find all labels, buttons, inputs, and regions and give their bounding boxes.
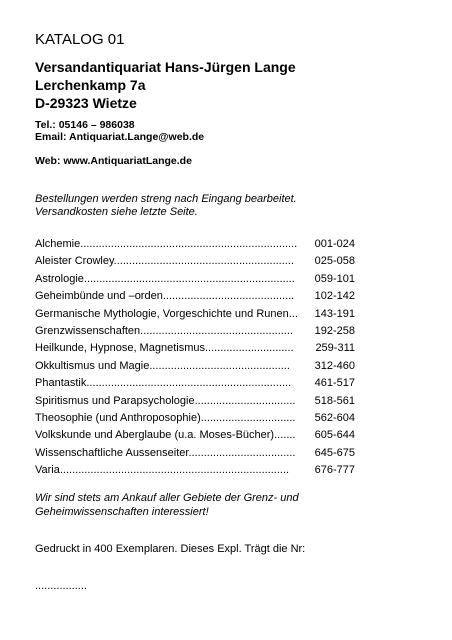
catalog-title: KATALOG 01 bbox=[35, 31, 125, 48]
toc-row bbox=[35, 308, 355, 325]
order-notice-line1: Bestellungen werden streng nach Eingang bearbeitet. bbox=[35, 193, 297, 205]
toc-label: Alchemie....................................................................... bbox=[35, 238, 298, 250]
order-notice-line2: Versandkosten siehe letzte Seite. bbox=[35, 206, 198, 218]
toc-row bbox=[35, 464, 355, 481]
toc-label: Phantastik................................................................... bbox=[35, 377, 292, 390]
email-address: Email: Antiquariat.Lange@web.de bbox=[35, 131, 205, 143]
toc-label: Germanische Mythologie, Vorgeschichte und Runen... bbox=[35, 307, 298, 320]
toc-range: 025-058 bbox=[314, 255, 355, 268]
toc-row bbox=[35, 395, 355, 412]
copy-number-blank: ................. bbox=[35, 580, 87, 592]
toc-range: 192-258 bbox=[314, 324, 355, 337]
edition-note: Gedruckt in 400 Exemplaren. Dieses Expl. Trägt die Nr: bbox=[35, 543, 306, 555]
toc-row bbox=[35, 290, 355, 307]
toc-range: 518-561 bbox=[314, 394, 355, 407]
toc-row bbox=[35, 325, 355, 342]
toc-row bbox=[35, 377, 355, 394]
toc-label: Okkultismus und Magie.............................................. bbox=[35, 359, 290, 372]
toc-range: 102-142 bbox=[314, 290, 355, 303]
toc-label: Varia........................................................................... bbox=[35, 464, 290, 477]
toc-row bbox=[35, 360, 355, 377]
toc-label: Volkskunde und Aberglaube (u.a. Moses-Bücher)....... bbox=[35, 429, 296, 442]
toc-row bbox=[35, 238, 355, 255]
toc-range: 259-311 bbox=[315, 342, 355, 355]
toc-row bbox=[35, 447, 355, 464]
toc-label: Astrologie..................................................................... bbox=[35, 272, 295, 285]
address-street: Lerchenkamp 7a bbox=[35, 77, 146, 93]
toc-label: Grenzwissenschaften.................................................. bbox=[35, 324, 293, 337]
toc-label: Spiritismus und Parapsychologie................................. bbox=[35, 394, 296, 407]
toc-range: 461-517 bbox=[314, 377, 355, 390]
toc-row bbox=[35, 273, 355, 290]
toc-row bbox=[35, 255, 355, 272]
toc-range: 645-675 bbox=[314, 446, 355, 459]
toc-label: Heilkunde, Hypnose, Magnetismus............................. bbox=[35, 342, 294, 355]
toc-range: 562-604 bbox=[314, 411, 355, 424]
toc-label: Wissenschaftliche Aussenseiter................................... bbox=[35, 446, 296, 459]
website-address: Web: www.AntiquariatLange.de bbox=[35, 155, 192, 167]
toc-label: Geheimbünde und –orden........................................... bbox=[35, 290, 295, 303]
table-of-contents bbox=[35, 238, 355, 481]
toc-range: 605-644 bbox=[314, 429, 355, 442]
toc-range: 143-191 bbox=[314, 307, 355, 320]
toc-range: 059-101 bbox=[314, 272, 355, 285]
toc-row bbox=[35, 429, 355, 446]
toc-row bbox=[35, 342, 355, 359]
toc-range: 312-460 bbox=[314, 359, 355, 372]
toc-row bbox=[35, 412, 355, 429]
phone-number: Tel.: 05146 – 986038 bbox=[35, 119, 135, 131]
toc-range: 001-024 bbox=[314, 238, 355, 250]
purchase-appeal-line1: Wir sind stets am Ankauf aller Gebiete der Grenz- und bbox=[35, 492, 299, 504]
purchase-appeal-line2: Geheimwissenschaften interessiert! bbox=[35, 506, 209, 518]
address-city: D-29323 Wietze bbox=[35, 95, 137, 111]
address-name: Versandantiquariat Hans-Jürgen Lange bbox=[35, 59, 296, 75]
toc-range: 676-777 bbox=[314, 464, 355, 477]
toc-label: Aleister Crowley........................................................... bbox=[35, 255, 294, 268]
toc-label: Theosophie (und Anthroposophie)............................... bbox=[35, 411, 296, 424]
